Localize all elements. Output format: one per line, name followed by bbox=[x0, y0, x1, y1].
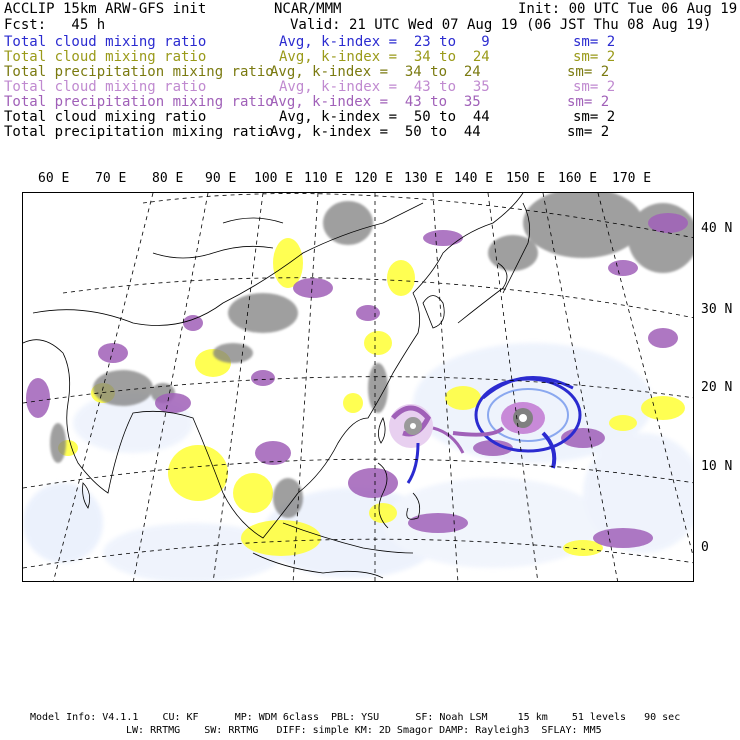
lon-label: 80 E bbox=[152, 171, 184, 186]
lon-label: 130 E bbox=[404, 171, 444, 186]
lon-label: 140 E bbox=[454, 171, 494, 186]
lon-label: 100 E bbox=[254, 171, 294, 186]
legend-avg: Avg, k-index = 50 to 44 bbox=[270, 124, 481, 140]
lat-label: 10 N bbox=[701, 459, 733, 474]
legend-sm: sm= 2 bbox=[573, 79, 616, 95]
legend-avg: Avg, k-index = 43 to 35 bbox=[270, 94, 481, 110]
lon-label: 160 E bbox=[558, 171, 598, 186]
legend-field: Total precipitation mixing ratio bbox=[4, 64, 274, 80]
lon-label: 170 E bbox=[612, 171, 652, 186]
forecast-hour: Fcst: 45 h bbox=[4, 17, 106, 33]
center-label: NCAR/MMM bbox=[274, 1, 342, 17]
model-info-line1: Model Info: V4.1.1 CU: KF MP: WDM 6class PBL: YSU SF: Noah LSM 15 km 51 levels 90 sec bbox=[30, 712, 681, 723]
lon-label: 60 E bbox=[38, 171, 70, 186]
forecast-map bbox=[22, 192, 694, 582]
init-time: Init: 00 UTC Tue 06 Aug 19 bbox=[518, 1, 738, 17]
lon-label: 90 E bbox=[205, 171, 237, 186]
lat-label: 30 N bbox=[701, 302, 733, 317]
legend-sm: sm= 2 bbox=[567, 64, 610, 80]
legend-field: Total precipitation mixing ratio bbox=[4, 124, 274, 140]
legend-sm: sm= 2 bbox=[567, 94, 610, 110]
lon-label: 70 E bbox=[95, 171, 127, 186]
legend-sm: sm= 2 bbox=[573, 109, 616, 125]
model-title: ACCLIP 15km ARW-GFS init bbox=[4, 1, 207, 17]
legend-sm: sm= 2 bbox=[567, 124, 610, 140]
lat-label: 40 N bbox=[701, 221, 733, 236]
legend-field: Total cloud mixing ratio bbox=[4, 79, 207, 95]
lon-label: 150 E bbox=[506, 171, 546, 186]
legend-sm: sm= 2 bbox=[573, 49, 616, 65]
legend-avg: Avg, k-index = 34 to 24 bbox=[279, 49, 490, 65]
legend-sm: sm= 2 bbox=[573, 34, 616, 50]
lat-label: 20 N bbox=[701, 380, 733, 395]
legend-avg: Avg, k-index = 34 to 24 bbox=[270, 64, 481, 80]
legend-field: Total precipitation mixing ratio bbox=[4, 94, 274, 110]
lon-label: 110 E bbox=[304, 171, 344, 186]
model-info-line2: LW: RRTMG SW: RRTMG DIFF: simple KM: 2D Smagor DAMP: Rayleigh3 SFLAY: MM5 bbox=[126, 725, 602, 736]
legend-field: Total cloud mixing ratio bbox=[4, 34, 207, 50]
legend-field: Total cloud mixing ratio bbox=[4, 49, 207, 65]
lat-label: 0 bbox=[701, 540, 709, 555]
legend-avg: Avg, k-index = 43 to 35 bbox=[279, 79, 490, 95]
legend-field: Total cloud mixing ratio bbox=[4, 109, 207, 125]
legend-avg: Avg, k-index = 23 to 9 bbox=[279, 34, 490, 50]
lon-label: 120 E bbox=[354, 171, 394, 186]
valid-time: Valid: 21 UTC Wed 07 Aug 19 (06 JST Thu 08 Aug 19) bbox=[290, 17, 712, 33]
legend-avg: Avg, k-index = 50 to 44 bbox=[279, 109, 490, 125]
